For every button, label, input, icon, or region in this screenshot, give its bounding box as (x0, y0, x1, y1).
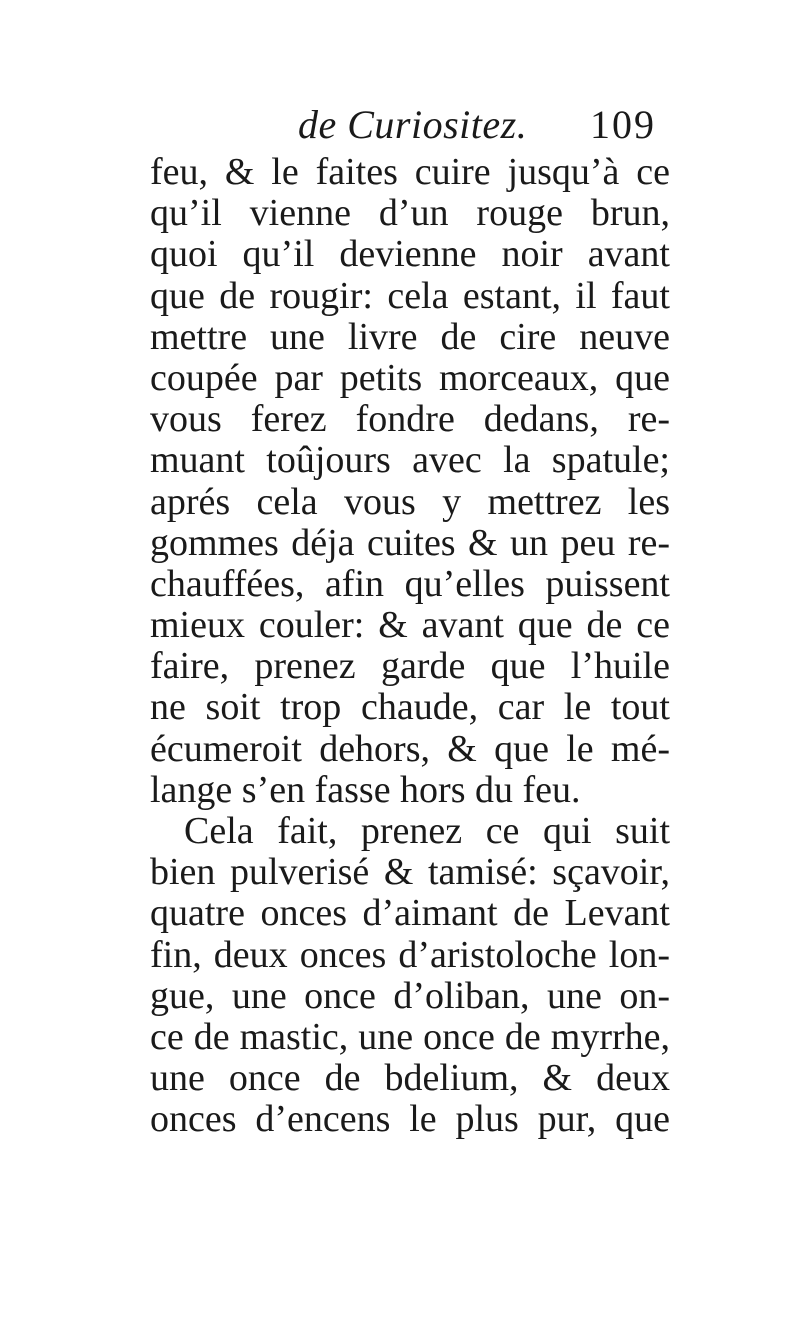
paragraph-1 (150, 152, 670, 811)
text-line: que de rougir: cela estant, il faut (150, 275, 670, 317)
text-line: muant toûjours avec la spatule; (150, 440, 670, 482)
text-line: quoi qu’il devienne noir avant (150, 234, 670, 276)
text-line: faire, prenez garde que l’huile (150, 646, 670, 688)
page-number: 109 (590, 102, 656, 147)
text-line: lange s’en fasse hors du feu. (150, 769, 581, 811)
text-line: gue, une once d’oliban, une on- (150, 975, 670, 1017)
running-title: de Curiositez. (298, 102, 528, 147)
text-line: vous ferez fondre dedans, re- (150, 399, 670, 441)
text-line: onces d’encens le plus pur, que (150, 1099, 670, 1141)
text-line: ne soit trop chaude, car le tout (150, 687, 670, 729)
running-head (150, 100, 670, 150)
text-line: mieux couler: & avant que de ce (150, 605, 670, 647)
text-line: qu’il vienne d’un rouge brun, (150, 193, 670, 235)
text-line: mettre une livre de cire neuve (150, 316, 670, 358)
text-line: gommes déja cuites & un peu re- (150, 522, 670, 564)
body-text (150, 152, 670, 1141)
text-line: coupée par petits morceaux, que (150, 357, 670, 399)
paragraph-2 (150, 811, 670, 1141)
text-line: chauffées, afin qu’elles puissent (150, 563, 670, 605)
text-line: feu, & le faites cuire jusqu’à ce (150, 152, 670, 193)
text-line: fin, deux onces d’aristoloche lon- (150, 934, 670, 976)
text-line: ce de mastic, une once de myrrhe, (150, 1016, 670, 1058)
text-line: aprés cela vous y mettrez les (150, 481, 670, 523)
text-line: Cela fait, prenez ce qui suit (184, 811, 670, 852)
text-line: bien pulverisé & tamisé: sçavoir, (150, 852, 670, 894)
text-line: écumeroit dehors, & que le mé- (150, 728, 670, 770)
text-line: quatre onces d’aimant de Levant (150, 893, 670, 935)
text-line: une once de bdelium, & deux (150, 1058, 670, 1100)
